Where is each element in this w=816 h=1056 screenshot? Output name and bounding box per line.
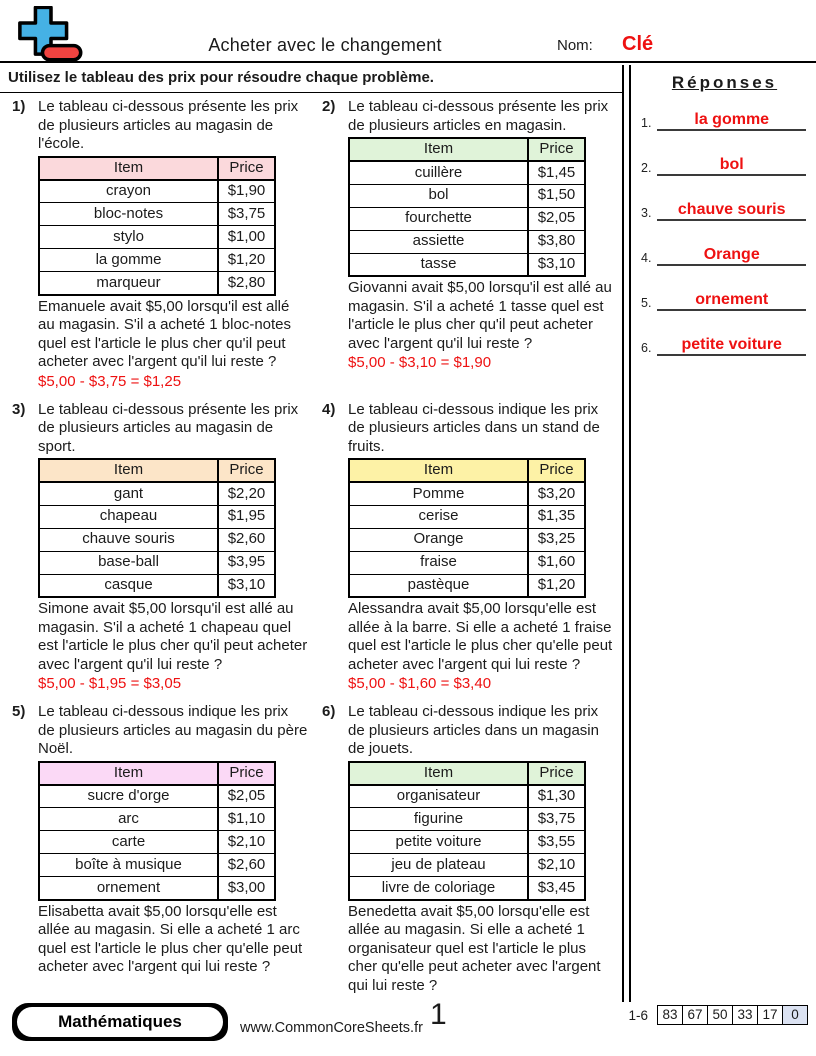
price-row bbox=[39, 226, 275, 249]
name-label: Nom: bbox=[557, 37, 593, 54]
problem bbox=[322, 703, 618, 1002]
problem-header bbox=[12, 401, 308, 457]
answer-number: 2. bbox=[641, 161, 652, 175]
problems-grid bbox=[0, 93, 622, 1002]
problem-question: Elisabetta avait $5,00 lorsqu'elle est allée au magasin. Si elle a acheté 1 arc quel est l'article le plus cher qu'elle peut acheter avec l'argent qui lui reste ? bbox=[38, 902, 303, 976]
answer-number: 6. bbox=[641, 341, 652, 355]
item-cell: Pomme bbox=[349, 482, 528, 505]
problem-question: Emanuele avait $5,00 lorsqu'il est allé au magasin. S'il a acheté 1 bloc-notes quel est l'article le plus cher qu'il peut acheter avec l'argent qu'il lui reste ? bbox=[38, 297, 292, 370]
price-row bbox=[39, 854, 275, 877]
plus-minus-logo-icon bbox=[14, 6, 88, 64]
problem-intro: Le tableau ci-dessous indique les prix de plusieurs articles dans un stand de fruits. bbox=[348, 400, 600, 455]
problem-number: 4) bbox=[322, 400, 336, 418]
column-header-price: Price bbox=[218, 762, 275, 785]
answer-row bbox=[641, 199, 806, 221]
price-row bbox=[39, 808, 275, 831]
price-cell: $1,00 bbox=[218, 226, 275, 249]
price-row bbox=[39, 180, 275, 203]
item-cell: cuillère bbox=[349, 161, 528, 184]
item-cell: fraise bbox=[349, 551, 528, 574]
problems-section bbox=[0, 65, 624, 1002]
item-cell: marqueur bbox=[39, 272, 218, 295]
score-grid bbox=[628, 1005, 808, 1025]
instruction-text: Utilisez le tableau des prix pour résoudre chaque problème. bbox=[0, 65, 622, 93]
name-value: Clé bbox=[622, 33, 654, 55]
price-cell: $2,10 bbox=[528, 854, 585, 877]
price-cell: $1,50 bbox=[528, 184, 585, 207]
price-cell: $3,80 bbox=[528, 230, 585, 253]
column-header-price: Price bbox=[218, 459, 275, 482]
price-row bbox=[39, 249, 275, 272]
problem-intro: Le tableau ci-dessous présente les prix de plusieurs articles en magasin. bbox=[348, 98, 609, 134]
price-cell: $2,60 bbox=[218, 528, 275, 551]
score-cell: 0 bbox=[782, 1005, 808, 1025]
page-number: 1 bbox=[430, 998, 447, 1031]
price-cell: $2,05 bbox=[218, 785, 275, 808]
item-cell: bol bbox=[349, 184, 528, 207]
content-area bbox=[0, 65, 816, 1002]
problem-solution: $5,00 - $3,10 = $1,90 bbox=[348, 354, 492, 371]
item-cell: cerise bbox=[349, 505, 528, 528]
answers-sidebar bbox=[629, 65, 816, 1002]
score-cell: 67 bbox=[682, 1005, 708, 1025]
column-header-item: Item bbox=[349, 138, 528, 161]
price-cell: $1,90 bbox=[218, 180, 275, 203]
brand-label: Mathématiques bbox=[17, 1007, 223, 1037]
price-row bbox=[349, 574, 585, 597]
price-cell: $1,60 bbox=[528, 551, 585, 574]
problem-solution: $5,00 - $1,60 = $3,40 bbox=[348, 675, 492, 693]
price-table-header-row bbox=[39, 762, 275, 785]
price-cell: $3,45 bbox=[528, 877, 585, 900]
answer-number: 3. bbox=[641, 206, 652, 220]
problem-intro: Le tableau ci-dessous présente les prix de plusieurs articles au magasin de l'école. bbox=[38, 98, 299, 152]
item-cell: jeu de plateau bbox=[349, 854, 528, 877]
price-row bbox=[349, 831, 585, 854]
price-table-header-row bbox=[39, 157, 275, 180]
price-cell: $2,60 bbox=[218, 854, 275, 877]
column-header-price: Price bbox=[528, 459, 585, 482]
price-table bbox=[348, 137, 586, 277]
item-cell: ornement bbox=[39, 877, 218, 900]
price-row bbox=[39, 574, 275, 597]
price-row bbox=[39, 785, 275, 808]
item-cell: figurine bbox=[349, 808, 528, 831]
price-row bbox=[349, 184, 585, 207]
price-table bbox=[38, 458, 276, 598]
price-row bbox=[349, 877, 585, 900]
column-header-item: Item bbox=[39, 459, 218, 482]
price-cell: $3,25 bbox=[528, 528, 585, 551]
price-row bbox=[349, 854, 585, 877]
price-row bbox=[349, 808, 585, 831]
column-header-price: Price bbox=[528, 138, 585, 161]
problem bbox=[12, 98, 308, 397]
price-table bbox=[38, 156, 276, 296]
price-cell: $3,95 bbox=[218, 551, 275, 574]
problem-number: 3) bbox=[12, 400, 26, 418]
column-header-item: Item bbox=[349, 762, 528, 785]
price-row bbox=[39, 272, 275, 295]
answer-row bbox=[641, 289, 806, 311]
price-cell: $1,45 bbox=[528, 161, 585, 184]
website-url: www.CommonCoreSheets.fr bbox=[240, 1020, 423, 1036]
price-row bbox=[349, 785, 585, 808]
price-row bbox=[39, 482, 275, 505]
page-title: Acheter avec le changement bbox=[208, 35, 442, 55]
price-table bbox=[38, 761, 276, 901]
item-cell: bloc-notes bbox=[39, 203, 218, 226]
brand-badge bbox=[12, 1003, 228, 1041]
price-row bbox=[39, 528, 275, 551]
item-cell: chauve souris bbox=[39, 528, 218, 551]
price-cell: $1,35 bbox=[528, 505, 585, 528]
item-cell: gant bbox=[39, 482, 218, 505]
price-row bbox=[39, 877, 275, 900]
problem-solution: $5,00 - $1,95 = $3,05 bbox=[38, 675, 182, 693]
price-cell: $3,10 bbox=[218, 574, 275, 597]
column-header-item: Item bbox=[39, 762, 218, 785]
problem-question: Benedetta avait $5,00 lorsqu'elle est allée au magasin. Si elle a acheté 1 organisateur quel est l'article le plus cher qu'elle peut acheter avec l'argent qui lui reste ? bbox=[348, 902, 601, 994]
problem bbox=[322, 98, 618, 397]
score-cell: 50 bbox=[707, 1005, 733, 1025]
price-row bbox=[39, 831, 275, 854]
problem-number: 5) bbox=[12, 703, 26, 721]
answer-number: 4. bbox=[641, 251, 652, 265]
price-cell: $3,55 bbox=[528, 831, 585, 854]
item-cell: boîte à musique bbox=[39, 854, 218, 877]
score-cell: 33 bbox=[732, 1005, 758, 1025]
price-row bbox=[349, 482, 585, 505]
problem-intro: Le tableau ci-dessous indique les prix de plusieurs articles dans un magasin de jouets. bbox=[348, 703, 599, 758]
price-cell: $2,05 bbox=[528, 207, 585, 230]
score-cells bbox=[658, 1005, 808, 1025]
price-cell: $2,10 bbox=[218, 831, 275, 854]
item-cell: Orange bbox=[349, 528, 528, 551]
price-row bbox=[349, 528, 585, 551]
price-cell: $3,75 bbox=[218, 203, 275, 226]
answer-row bbox=[641, 334, 806, 356]
problem-intro: Le tableau ci-dessous indique les prix de plusieurs articles au magasin du père Noël. bbox=[38, 703, 308, 758]
item-cell: arc bbox=[39, 808, 218, 831]
price-row bbox=[349, 253, 585, 276]
price-row bbox=[39, 505, 275, 528]
problem bbox=[12, 703, 308, 1002]
item-cell: base-ball bbox=[39, 551, 218, 574]
price-table-header-row bbox=[349, 762, 585, 785]
problem-header bbox=[322, 98, 618, 135]
answer-row bbox=[641, 244, 806, 266]
answer-blank: la gomme bbox=[657, 111, 806, 131]
item-cell: chapeau bbox=[39, 505, 218, 528]
item-cell: organisateur bbox=[349, 785, 528, 808]
item-cell: crayon bbox=[39, 180, 218, 203]
answers-list bbox=[641, 109, 808, 356]
item-cell: carte bbox=[39, 831, 218, 854]
price-cell: $3,20 bbox=[528, 482, 585, 505]
price-cell: $2,20 bbox=[218, 482, 275, 505]
price-table bbox=[348, 458, 586, 598]
price-cell: $1,95 bbox=[218, 505, 275, 528]
item-cell: livre de coloriage bbox=[349, 877, 528, 900]
item-cell: stylo bbox=[39, 226, 218, 249]
price-cell: $2,80 bbox=[218, 272, 275, 295]
score-cell: 83 bbox=[657, 1005, 683, 1025]
item-cell: sucre d'orge bbox=[39, 785, 218, 808]
price-cell: $3,75 bbox=[528, 808, 585, 831]
column-header-item: Item bbox=[349, 459, 528, 482]
item-cell: la gomme bbox=[39, 249, 218, 272]
item-cell: petite voiture bbox=[349, 831, 528, 854]
answers-title: Réponses bbox=[671, 73, 778, 92]
price-cell: $1,20 bbox=[528, 574, 585, 597]
price-row bbox=[349, 207, 585, 230]
problem-question: Simone avait $5,00 lorsqu'il est allé au magasin. S'il a acheté 1 chapeau quel est l'article le plus cher qu'il peut acheter avec l'argent qu'il lui reste ? bbox=[38, 600, 308, 673]
answer-blank: ornement bbox=[657, 291, 806, 311]
column-header-price: Price bbox=[218, 157, 275, 180]
problem-header bbox=[322, 401, 618, 457]
problem-header bbox=[12, 703, 308, 759]
item-cell: tasse bbox=[349, 253, 528, 276]
problem-number: 2) bbox=[322, 98, 336, 115]
problem-header bbox=[12, 98, 308, 154]
answer-blank: Orange bbox=[657, 246, 806, 266]
problem-question: Giovanni avait $5,00 lorsqu'il est allé au magasin. S'il a acheté 1 tasse quel est l'article le plus cher qu'il peut acheter avec l'argent qu'il lui reste ? bbox=[348, 279, 612, 352]
problem bbox=[322, 401, 618, 700]
price-cell: $3,00 bbox=[218, 877, 275, 900]
price-row bbox=[39, 203, 275, 226]
problem-intro: Le tableau ci-dessous présente les prix de plusieurs articles au magasin de sport. bbox=[38, 400, 299, 455]
answer-blank: bol bbox=[657, 156, 806, 176]
column-header-price: Price bbox=[528, 762, 585, 785]
price-cell: $1,30 bbox=[528, 785, 585, 808]
price-row bbox=[349, 161, 585, 184]
answer-number: 1. bbox=[641, 116, 652, 130]
answer-blank: petite voiture bbox=[657, 336, 806, 356]
answer-row bbox=[641, 109, 806, 131]
column-header-item: Item bbox=[39, 157, 218, 180]
score-cell: 17 bbox=[757, 1005, 783, 1025]
price-table-header-row bbox=[349, 138, 585, 161]
item-cell: fourchette bbox=[349, 207, 528, 230]
problem-number: 1) bbox=[12, 98, 26, 115]
page-header bbox=[0, 0, 816, 63]
price-cell: $1,20 bbox=[218, 249, 275, 272]
problem-solution: $5,00 - $3,75 = $1,25 bbox=[38, 372, 182, 390]
price-table bbox=[348, 761, 586, 901]
price-cell: $1,10 bbox=[218, 808, 275, 831]
page-footer bbox=[0, 998, 816, 1056]
problem-header bbox=[322, 703, 618, 759]
price-table-header-row bbox=[349, 459, 585, 482]
price-row bbox=[39, 551, 275, 574]
price-cell: $3,10 bbox=[528, 253, 585, 276]
price-row bbox=[349, 230, 585, 253]
price-row bbox=[349, 551, 585, 574]
problem-question: Alessandra avait $5,00 lorsqu'elle est allée à la barre. Si elle a acheté 1 fraise quel est l'article le plus cher qu'elle peut acheter avec l'argent qui lui reste ? bbox=[348, 600, 613, 673]
score-range-label: 1-6 bbox=[628, 1007, 648, 1023]
answer-row bbox=[641, 154, 806, 176]
price-table-header-row bbox=[39, 459, 275, 482]
item-cell: pastèque bbox=[349, 574, 528, 597]
minus-icon bbox=[43, 46, 81, 60]
answer-number: 5. bbox=[641, 296, 652, 310]
answer-blank: chauve souris bbox=[657, 201, 806, 221]
item-cell: casque bbox=[39, 574, 218, 597]
item-cell: assiette bbox=[349, 230, 528, 253]
price-row bbox=[349, 505, 585, 528]
problem-number: 6) bbox=[322, 703, 336, 721]
problem bbox=[12, 401, 308, 700]
